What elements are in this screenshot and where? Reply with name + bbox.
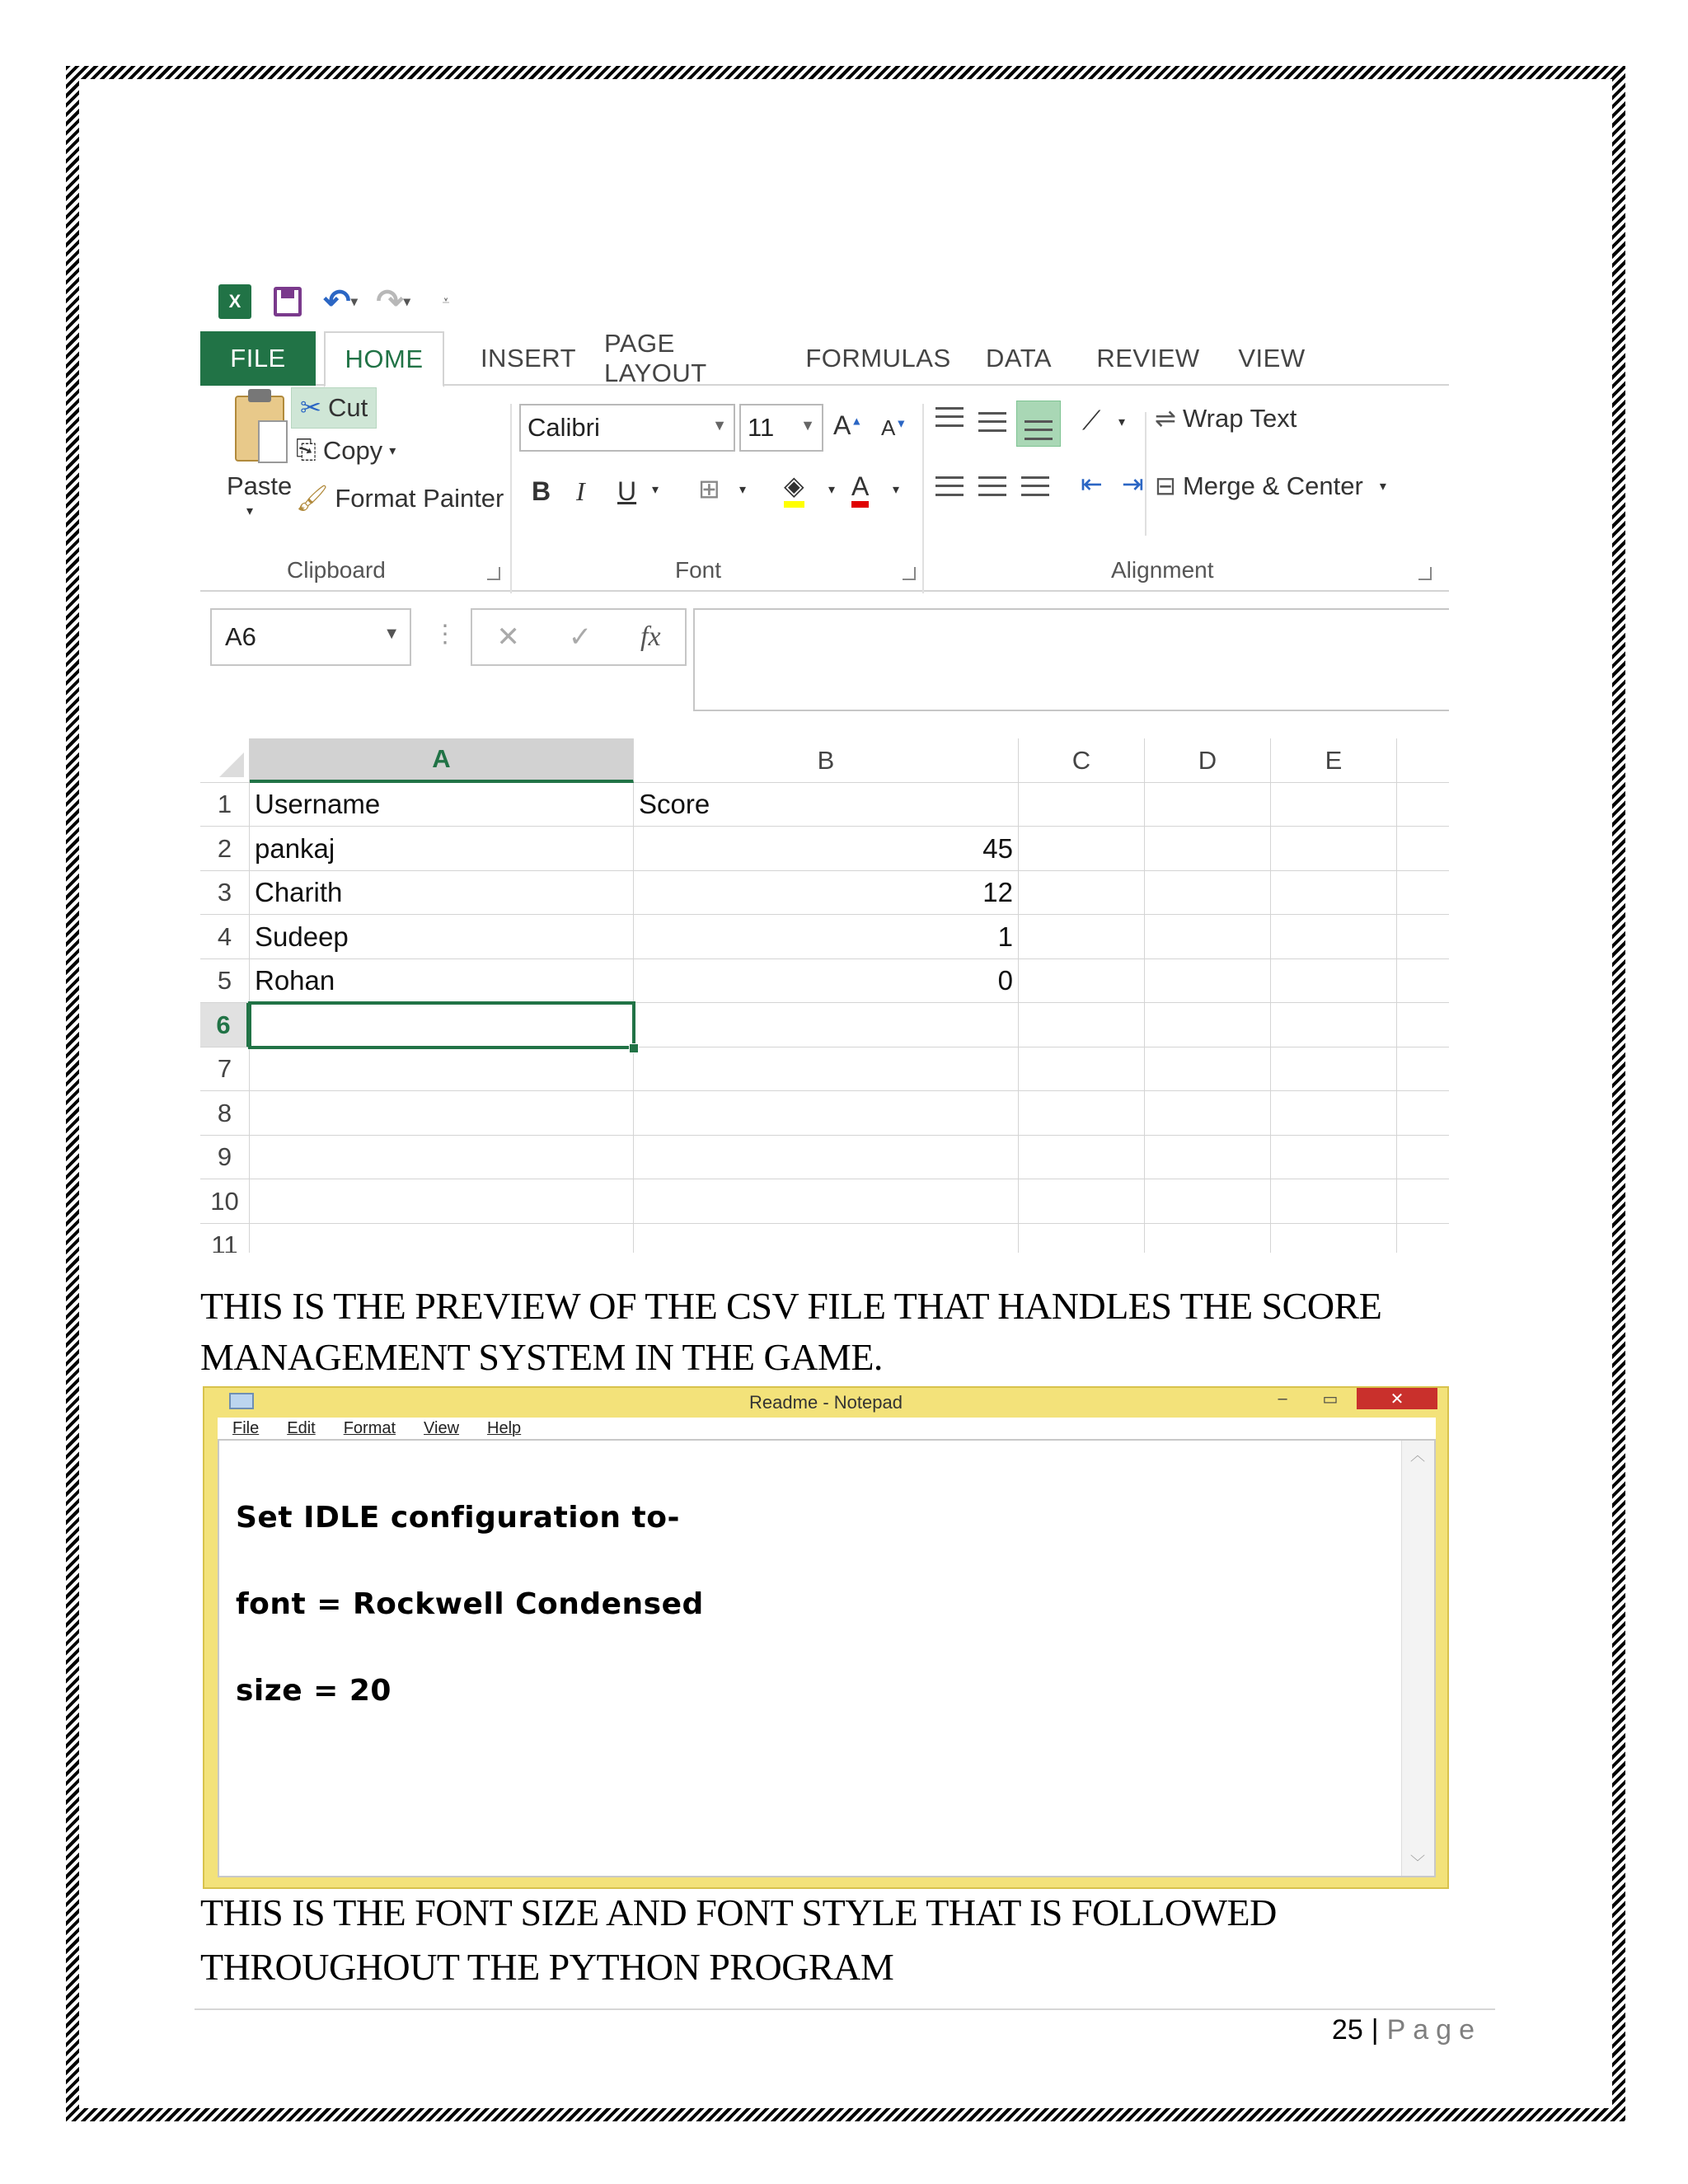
increase-indent-icon[interactable]: ⇥ xyxy=(1122,469,1144,499)
excel-screenshot xyxy=(200,272,1449,1253)
row-header[interactable]: 7 xyxy=(200,1047,250,1091)
group-separator xyxy=(510,404,512,593)
empty-cell[interactable] xyxy=(1019,1003,1145,1047)
align-center-icon[interactable] xyxy=(978,476,1006,496)
font-group-label: Font xyxy=(675,557,722,583)
active-cell-a6[interactable] xyxy=(248,1001,635,1049)
orientation-dropdown-icon[interactable]: ▾ xyxy=(1118,415,1126,429)
chevron-down-icon: ▼ xyxy=(383,625,400,643)
underline-button[interactable]: U xyxy=(617,476,637,506)
cell-b1[interactable]: Score xyxy=(634,783,1019,827)
merge-dropdown-icon[interactable]: ▾ xyxy=(1379,480,1386,494)
shrink-font-button[interactable]: A▼ xyxy=(881,415,907,440)
excel-logo-icon: X xyxy=(218,284,251,319)
row-header[interactable]: 9 xyxy=(200,1136,250,1179)
cell-b5[interactable]: 0 xyxy=(634,959,1019,1003)
notepad-text-area[interactable] xyxy=(218,1439,1436,1877)
empty-cell[interactable] xyxy=(250,1224,634,1253)
cell-b2[interactable]: 45 xyxy=(634,827,1019,871)
menu-help[interactable]: Help xyxy=(487,1418,522,1437)
menu-view[interactable]: View xyxy=(424,1418,460,1437)
empty-cell[interactable] xyxy=(1019,871,1145,915)
empty-cell[interactable] xyxy=(250,1136,634,1179)
empty-cell[interactable] xyxy=(1019,783,1145,827)
row-header[interactable]: 11 xyxy=(200,1224,250,1253)
cell-b3[interactable]: 12 xyxy=(634,871,1019,915)
menu-edit[interactable]: Edit xyxy=(287,1418,316,1437)
menu-format[interactable]: Format xyxy=(343,1418,396,1437)
copy-dropdown-icon[interactable]: ▾ xyxy=(389,443,396,458)
alignment-group-label: Alignment xyxy=(1111,557,1214,583)
empty-cell[interactable] xyxy=(1019,1136,1145,1179)
merge-center-button[interactable] xyxy=(1155,471,1386,501)
empty-cell[interactable] xyxy=(1271,1136,1397,1179)
wrap-text-button[interactable] xyxy=(1155,404,1296,434)
align-left-icon[interactable] xyxy=(935,476,964,496)
notepad-menu-bar xyxy=(218,1418,1436,1439)
borders-dropdown-icon[interactable]: ▾ xyxy=(739,483,747,497)
align-top-icon[interactable] xyxy=(935,407,964,427)
save-icon[interactable] xyxy=(271,284,304,320)
name-box-value: A6 xyxy=(225,622,256,651)
empty-cell[interactable] xyxy=(1145,915,1271,959)
wrap-text-label: Wrap Text xyxy=(1182,404,1297,433)
copy-icon: ⎘ xyxy=(296,435,316,464)
empty-cell[interactable] xyxy=(1019,915,1145,959)
fill-color-icon[interactable]: ◈ xyxy=(784,470,804,508)
row-header[interactable]: 1 xyxy=(200,783,250,827)
underline-dropdown-icon[interactable]: ▾ xyxy=(652,483,659,497)
empty-cell[interactable] xyxy=(1145,1003,1271,1047)
empty-cell[interactable] xyxy=(1271,871,1397,915)
notepad-line: font = Rockwell Condensed xyxy=(236,1587,704,1621)
alignment-launcher-icon[interactable] xyxy=(1418,567,1432,580)
cell-a1[interactable]: Username xyxy=(250,783,634,827)
empty-cell[interactable] xyxy=(1271,1179,1397,1224)
empty-cell[interactable] xyxy=(1271,1091,1397,1136)
tab-view[interactable]: VIEW xyxy=(1238,344,1306,373)
font-color-button[interactable]: A xyxy=(851,470,869,508)
column-header-d[interactable]: D xyxy=(1145,738,1271,783)
format-painter-label: Format Painter xyxy=(335,483,504,513)
paste-dropdown-icon[interactable]: ▾ xyxy=(246,504,254,518)
paste-icon xyxy=(235,396,284,462)
empty-cell[interactable] xyxy=(634,1091,1019,1136)
cut-button[interactable] xyxy=(291,387,377,429)
scroll-down-icon[interactable]: ﹀ xyxy=(1410,1854,1425,1871)
align-right-icon[interactable] xyxy=(1021,476,1049,496)
close-icon[interactable]: ✕ xyxy=(1357,1388,1437,1409)
empty-cell[interactable] xyxy=(1271,959,1397,1003)
cell-b4[interactable]: 1 xyxy=(634,915,1019,959)
scroll-up-icon[interactable]: ︿ xyxy=(1410,1447,1425,1464)
empty-cell[interactable] xyxy=(1397,1224,1449,1253)
fill-handle[interactable] xyxy=(629,1043,639,1053)
font-size-combo[interactable] xyxy=(739,404,823,452)
paste-label: Paste xyxy=(227,471,293,500)
empty-cell[interactable] xyxy=(1145,783,1271,827)
row-header[interactable]: 5 xyxy=(200,959,250,1003)
minimize-icon[interactable]: – xyxy=(1278,1389,1287,1408)
empty-cell[interactable] xyxy=(1271,1224,1397,1253)
insert-function-icon[interactable]: fx xyxy=(640,621,661,652)
tab-file[interactable]: FILE xyxy=(200,331,316,386)
tab-home[interactable]: HOME xyxy=(324,331,444,387)
row-header[interactable]: 8 xyxy=(200,1091,250,1136)
font-name-combo[interactable] xyxy=(519,404,735,452)
clipboard-launcher-icon[interactable] xyxy=(487,567,500,580)
empty-cell[interactable] xyxy=(1397,783,1449,827)
maximize-icon[interactable]: ▭ xyxy=(1322,1390,1339,1408)
column-header-b[interactable]: B xyxy=(634,738,1019,783)
column-header-f[interactable] xyxy=(1397,738,1449,783)
borders-icon[interactable]: ⊞ xyxy=(698,474,720,504)
font-size-value: 11 xyxy=(748,413,775,442)
cut-label: Cut xyxy=(327,393,368,422)
chevron-down-icon: ▼ xyxy=(800,417,815,434)
row-header[interactable]: 3 xyxy=(200,871,250,915)
caption-font xyxy=(200,1886,1277,1994)
empty-cell[interactable] xyxy=(1271,915,1397,959)
enter-icon[interactable]: ✓ xyxy=(568,621,593,653)
row-header-selected[interactable]: 6 xyxy=(200,1003,250,1047)
orientation-icon[interactable]: ⟋ xyxy=(1082,405,1101,435)
empty-cell[interactable] xyxy=(1019,1224,1145,1253)
row-header[interactable]: 4 xyxy=(200,915,250,959)
empty-cell[interactable] xyxy=(1145,871,1271,915)
page-label: Page xyxy=(1386,2014,1482,2046)
merge-center-icon: ⊟ xyxy=(1155,471,1176,500)
empty-cell[interactable] xyxy=(634,1047,1019,1091)
empty-cell[interactable] xyxy=(1397,1003,1449,1047)
empty-cell[interactable] xyxy=(1397,1091,1449,1136)
empty-cell[interactable] xyxy=(634,1179,1019,1224)
empty-cell[interactable] xyxy=(1019,1179,1145,1224)
empty-cell[interactable] xyxy=(1019,959,1145,1003)
empty-cell[interactable] xyxy=(1019,1091,1145,1136)
notepad-line: Set IDLE configuration to- xyxy=(236,1501,680,1535)
footer-divider xyxy=(195,2008,1495,2010)
select-all-button[interactable] xyxy=(200,738,250,783)
empty-cell[interactable] xyxy=(1397,827,1449,871)
ribbon-home xyxy=(200,387,1449,592)
copy-label: Copy xyxy=(322,435,383,465)
customize-qat-icon[interactable]: ⩡ xyxy=(442,294,450,308)
caption-csv xyxy=(200,1281,1381,1383)
empty-cell[interactable] xyxy=(1019,1047,1145,1091)
bold-button[interactable]: B xyxy=(532,476,551,506)
empty-cell[interactable] xyxy=(1397,1047,1449,1091)
empty-cell[interactable] xyxy=(1397,959,1449,1003)
empty-cell[interactable] xyxy=(1019,827,1145,871)
empty-cell[interactable] xyxy=(250,1047,634,1091)
empty-cell[interactable] xyxy=(1145,827,1271,871)
empty-cell[interactable] xyxy=(1145,959,1271,1003)
formula-buttons xyxy=(471,608,687,666)
menu-file[interactable]: File xyxy=(232,1418,260,1437)
fill-color-dropdown-icon[interactable]: ▾ xyxy=(828,483,836,497)
scissors-icon: ✂ xyxy=(300,393,321,422)
tab-review[interactable]: REVIEW xyxy=(1096,344,1200,373)
empty-cell[interactable] xyxy=(1271,783,1397,827)
merge-center-label: Merge & Center xyxy=(1182,471,1363,500)
format-painter-button[interactable] xyxy=(296,483,504,513)
tab-formulas[interactable]: FORMULAS xyxy=(805,344,951,373)
ribbon-tabs xyxy=(200,331,1449,386)
page-footer xyxy=(1332,2014,1482,2046)
empty-cell[interactable] xyxy=(1145,1047,1271,1091)
cell-a4[interactable]: Sudeep xyxy=(250,915,634,959)
redo-icon[interactable]: ↷ ▾ xyxy=(376,284,410,320)
column-header-c[interactable]: C xyxy=(1019,738,1145,783)
empty-cell[interactable] xyxy=(250,1091,634,1136)
notepad-content xyxy=(236,1446,704,1763)
empty-cell[interactable] xyxy=(1271,1003,1397,1047)
tab-insert[interactable]: INSERT xyxy=(480,344,577,373)
undo-icon[interactable]: ↶ ▾ xyxy=(323,284,358,320)
formula-bar-dots-icon: ⋮ xyxy=(433,621,457,648)
decrease-indent-icon[interactable]: ⇤ xyxy=(1081,469,1103,499)
notepad-line: size = 20 xyxy=(236,1674,392,1708)
font-launcher-icon[interactable] xyxy=(903,567,916,580)
name-box[interactable] xyxy=(210,608,411,666)
copy-button[interactable] xyxy=(296,435,396,466)
font-name-value: Calibri xyxy=(528,413,600,442)
tab-page-layout[interactable]: PAGE LAYOUT xyxy=(604,329,707,387)
wrap-text-icon: ⇌ xyxy=(1155,404,1176,433)
column-header-e[interactable]: E xyxy=(1271,738,1397,783)
clipboard-group-label: Clipboard xyxy=(287,557,386,583)
footer-separator: | xyxy=(1371,2014,1379,2046)
quick-access-toolbar xyxy=(218,279,462,325)
caption-line: MANAGEMENT SYSTEM IN THE GAME. xyxy=(200,1336,883,1378)
empty-cell[interactable] xyxy=(634,1224,1019,1253)
caption-line: THIS IS THE PREVIEW OF THE CSV FILE THAT HANDLES THE SCORE xyxy=(200,1285,1382,1327)
notepad-window xyxy=(203,1386,1449,1889)
cancel-icon[interactable]: ✕ xyxy=(496,621,520,653)
empty-cell[interactable] xyxy=(1145,1224,1271,1253)
grow-font-button[interactable]: A▲ xyxy=(833,410,863,440)
spreadsheet-grid xyxy=(200,738,1449,1253)
empty-cell[interactable] xyxy=(1145,1179,1271,1224)
vertical-scrollbar[interactable] xyxy=(1401,1441,1434,1876)
row-header[interactable]: 2 xyxy=(200,827,250,871)
cell-a5[interactable]: Rohan xyxy=(250,959,634,1003)
paste-button[interactable] xyxy=(217,387,291,519)
formula-bar xyxy=(200,608,1449,715)
empty-cell[interactable] xyxy=(250,1179,634,1224)
row-header[interactable]: 10 xyxy=(200,1179,250,1224)
align-bottom-icon xyxy=(1025,420,1053,440)
empty-cell[interactable] xyxy=(1145,1091,1271,1136)
chevron-down-icon: ▼ xyxy=(712,417,727,434)
empty-cell[interactable] xyxy=(1271,827,1397,871)
cell-a3[interactable]: Charith xyxy=(250,871,634,915)
column-header-a[interactable]: A xyxy=(250,738,634,783)
group-separator xyxy=(1145,412,1146,536)
empty-cell[interactable] xyxy=(1397,1179,1449,1224)
tab-data[interactable]: DATA xyxy=(985,344,1053,373)
empty-cell[interactable] xyxy=(1145,1136,1271,1179)
empty-cell[interactable] xyxy=(1397,915,1449,959)
caption-line: THIS IS THE FONT SIZE AND FONT STYLE THAT IS FOLLOWED xyxy=(200,1891,1277,1933)
empty-cell[interactable] xyxy=(1397,871,1449,915)
font-color-dropdown-icon[interactable]: ▾ xyxy=(893,483,900,497)
formula-input[interactable] xyxy=(693,608,1449,711)
cell-a2[interactable]: pankaj xyxy=(250,827,634,871)
page-number: 25 xyxy=(1331,2014,1363,2046)
align-middle-icon[interactable] xyxy=(978,412,1006,432)
empty-cell[interactable] xyxy=(1397,1136,1449,1179)
italic-button[interactable]: I xyxy=(576,476,585,506)
empty-cell[interactable] xyxy=(634,1136,1019,1179)
paintbrush-icon: 🖌 xyxy=(296,484,329,513)
caption-line: THROUGHOUT THE PYTHON PROGRAM xyxy=(200,1946,894,1988)
empty-cell[interactable] xyxy=(634,1003,1019,1047)
empty-cell[interactable] xyxy=(1271,1047,1397,1091)
group-separator xyxy=(922,404,924,593)
notepad-title: Readme - Notepad xyxy=(749,1392,903,1413)
